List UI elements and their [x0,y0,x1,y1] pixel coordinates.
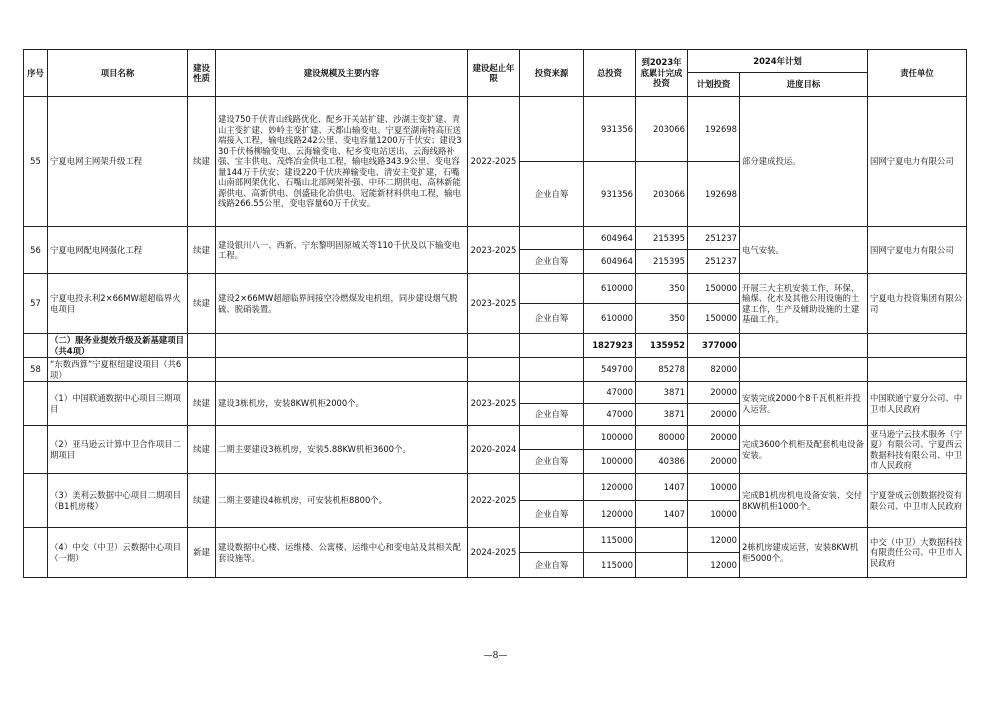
plan-cell: 150000 [688,274,740,304]
table-row [24,274,967,304]
done-cell: 1407 [636,474,688,501]
source-cell: 企业自筹 [520,450,584,474]
seq-cell [24,426,48,474]
period-cell: 2020-2024 [468,426,520,474]
done-cell: 85278 [636,358,688,382]
nature-cell: 续建 [188,274,216,334]
nature-cell: 续建 [188,227,216,274]
scope-cell: 二期主要建设4栋机房，可安装机柜8800个。 [216,474,468,528]
seq-cell: 56 [24,227,48,274]
project-table [23,49,967,578]
header-scope: 建设规模及主要内容 [216,50,468,97]
seq-cell [24,474,48,528]
period-cell: 2022-2025 [468,97,520,227]
done-cell: 215395 [636,227,688,250]
total-cell: 120000 [584,501,636,528]
unit-cell: 中国联通宁夏分公司、中卫市人民政府 [868,382,967,426]
table-row [24,227,967,250]
project-name-cell: （4）中交（中卫）云数据中心项目（一期） [48,528,188,578]
header-row [24,50,967,73]
seq-cell: 58 [24,358,48,382]
nature-cell: 续建 [188,426,216,474]
total-cell: 100000 [584,426,636,450]
nature-cell: 续建 [188,97,216,227]
done-cell: 203066 [636,162,688,227]
done-cell: 3871 [636,382,688,404]
source-cell: 企业自筹 [520,553,584,578]
table-row [24,474,967,501]
source-cell [520,426,584,450]
progress-cell: 开展三大主机安装工作，环保、输煤、化水及其他公用设施的土建工作，生产及辅助设施的土建基础工作。 [740,274,868,334]
source-cell: 企业自筹 [520,404,584,426]
nature-cell: 续建 [188,474,216,528]
project-name-cell: （1）中国联通数据中心项目三期项目 [48,382,188,426]
total-cell: 604964 [584,250,636,274]
seq-cell: 55 [24,97,48,227]
plan-cell: 192698 [688,97,740,162]
seq-cell: 57 [24,274,48,334]
total-cell: 931356 [584,162,636,227]
header-nature: 建设性质 [188,50,216,97]
section-row [24,334,967,358]
done-cell: 1407 [636,501,688,528]
source-cell: 企业自筹 [520,162,584,227]
scope-cell: 建设750千伏青山线路优化、配乡开关站扩建、沙湖主变扩建、青山主变扩建、妙岭主变扩建、天都山输变电、宁夏至湖南特高压送端接入工程，输电线路242公里、变电容量1200万千伏安；建设330千伏杨柳输变电、云海输变电、杞乡变电站送出、云海线路补强、宝丰供电、茂烨冶金供电工程，输电线路343.9公里、变电容量144万千伏安；建设220千伏庆禅输变电、清安主变扩建，石嘴山南部网架优化、石嘴山北部网架补强、中环二期供电、高林新能源供电、高新供电、创盛硅化冶供电、冠能新材料供电工程，输电线路266.55公里，变电容量60万千伏安。 [216,97,468,227]
plan-cell: 192698 [688,162,740,227]
unit-cell: 宁夏誉成云创数据投资有限公司、中卫市人民政府 [868,474,967,528]
project-name-cell: （2）亚马逊云计算中卫合作项目二期项目 [48,426,188,474]
header-source: 投资来源 [520,50,584,97]
plan-cell: 20000 [688,404,740,426]
project-name-cell: 宁夏电网配电网强化工程 [48,227,188,274]
plan-cell: 12000 [688,553,740,578]
unit-cell: 亚马逊宁云技术服务（宁夏）有限公司、宁夏西云数据科技有限公司、中卫市人民政府 [868,426,967,474]
seq-cell [24,334,48,358]
header-period: 建设起止年限 [468,50,520,97]
scope-cell: 建设3栋机房，安装8KW机柜2000个。 [216,382,468,426]
source-cell [520,474,584,501]
source-cell: 企业自筹 [520,250,584,274]
scope-cell: 建设银川八一、西新、宁东黎明固原城关等110千伏及以下输变电工程。 [216,227,468,274]
scope-cell: 建设2×66MW超超临界间接空冷燃煤发电机组，同步建设烟气脱硫、脱硝装置。 [216,274,468,334]
source-cell [520,274,584,304]
plan-cell: 12000 [688,528,740,553]
project-name-cell: 宁夏电网主网架升级工程 [48,97,188,227]
plan-cell: 20000 [688,382,740,404]
table-row [24,426,967,450]
table-row [24,528,967,553]
plan-cell: 251237 [688,250,740,274]
total-cell: 47000 [584,382,636,404]
plan-cell: 377000 [688,334,740,358]
seq-cell [24,382,48,426]
unit-cell: 国网宁夏电力有限公司 [868,227,967,274]
period-cell: 2023-2025 [468,227,520,274]
progress-cell: 部分建成投运。 [740,97,868,227]
total-cell: 931356 [584,97,636,162]
nature-cell: 续建 [188,382,216,426]
table-row [24,358,967,382]
page-number: —8— [483,651,508,661]
header-done: 到2023年底累计完成投资 [636,50,688,97]
project-name-cell: “东数西算”宁夏枢纽建设项目（共6项） [48,358,188,382]
header-unit: 责任单位 [868,50,967,97]
progress-cell: 完成3600个机柜及配套机电设备安装。 [740,426,868,474]
total-cell: 47000 [584,404,636,426]
total-cell: 115000 [584,553,636,578]
plan-cell: 82000 [688,358,740,382]
period-cell: 2023-2025 [468,382,520,426]
plan-cell: 10000 [688,501,740,528]
done-cell: 80000 [636,426,688,450]
plan-cell: 20000 [688,450,740,474]
source-cell [520,382,584,404]
period-cell: 2024-2025 [468,528,520,578]
scope-cell: 二期主要建设3栋机房，安装5.88KW机柜3600个。 [216,426,468,474]
done-cell: 350 [636,274,688,304]
total-cell: 604964 [584,227,636,250]
plan-cell: 251237 [688,227,740,250]
progress-cell: 2栋机房建成运营，安装8KW机柜5000个。 [740,528,868,578]
total-cell: 549700 [584,358,636,382]
plan-cell: 10000 [688,474,740,501]
seq-cell [24,528,48,578]
source-cell [520,528,584,553]
source-cell [520,227,584,250]
done-cell: 203066 [636,97,688,162]
unit-cell: 国网宁夏电力有限公司 [868,97,967,227]
unit-cell: 中交（中卫）大数据科技有限责任公司、中卫市人民政府 [868,528,967,578]
done-cell: 40386 [636,450,688,474]
done-cell: 135952 [636,334,688,358]
header-total: 总投资 [584,50,636,97]
header-name: 项目名称 [48,50,188,97]
done-cell: 3871 [636,404,688,426]
total-cell: 100000 [584,450,636,474]
done-cell: 215395 [636,250,688,274]
header-seq: 序号 [24,50,48,97]
table-row [24,97,967,162]
period-cell: 2022-2025 [468,474,520,528]
header-planned: 计划投资 [688,73,740,97]
project-name-cell: （3）美利云数据中心项目二期项目（B1机房楼） [48,474,188,528]
plan-cell: 150000 [688,304,740,334]
progress-cell: 电气安装。 [740,227,868,274]
period-cell: 2023-2025 [468,274,520,334]
table-row [24,382,967,404]
header-progress: 进度目标 [740,73,868,97]
scope-cell: 建设数据中心楼、运维楼、公寓楼、运维中心和变电站及其相关配套设施等。 [216,528,468,578]
done-cell [636,553,688,578]
total-cell: 610000 [584,274,636,304]
total-cell: 115000 [584,528,636,553]
header-plan-group: 2024年计划 [688,50,868,73]
source-cell [520,97,584,162]
done-cell [636,528,688,553]
nature-cell: 新建 [188,528,216,578]
unit-cell: 宁夏电力投资集团有限公司 [868,274,967,334]
source-cell: 企业自筹 [520,501,584,528]
done-cell: 350 [636,304,688,334]
progress-cell: 完成B1机房机电设备安装、交付8KW机柜1000个。 [740,474,868,528]
source-cell: 企业自筹 [520,304,584,334]
plan-cell: 20000 [688,426,740,450]
total-cell: 610000 [584,304,636,334]
total-cell: 1827923 [584,334,636,358]
section-title: （二）服务业提效升级及新基建项目（共4项） [48,334,188,358]
progress-cell: 安装完成2000个8千瓦机柜并投入运营。 [740,382,868,426]
project-name-cell: 宁夏电投永利2×66MW超超临界火电项目 [48,274,188,334]
total-cell: 120000 [584,474,636,501]
